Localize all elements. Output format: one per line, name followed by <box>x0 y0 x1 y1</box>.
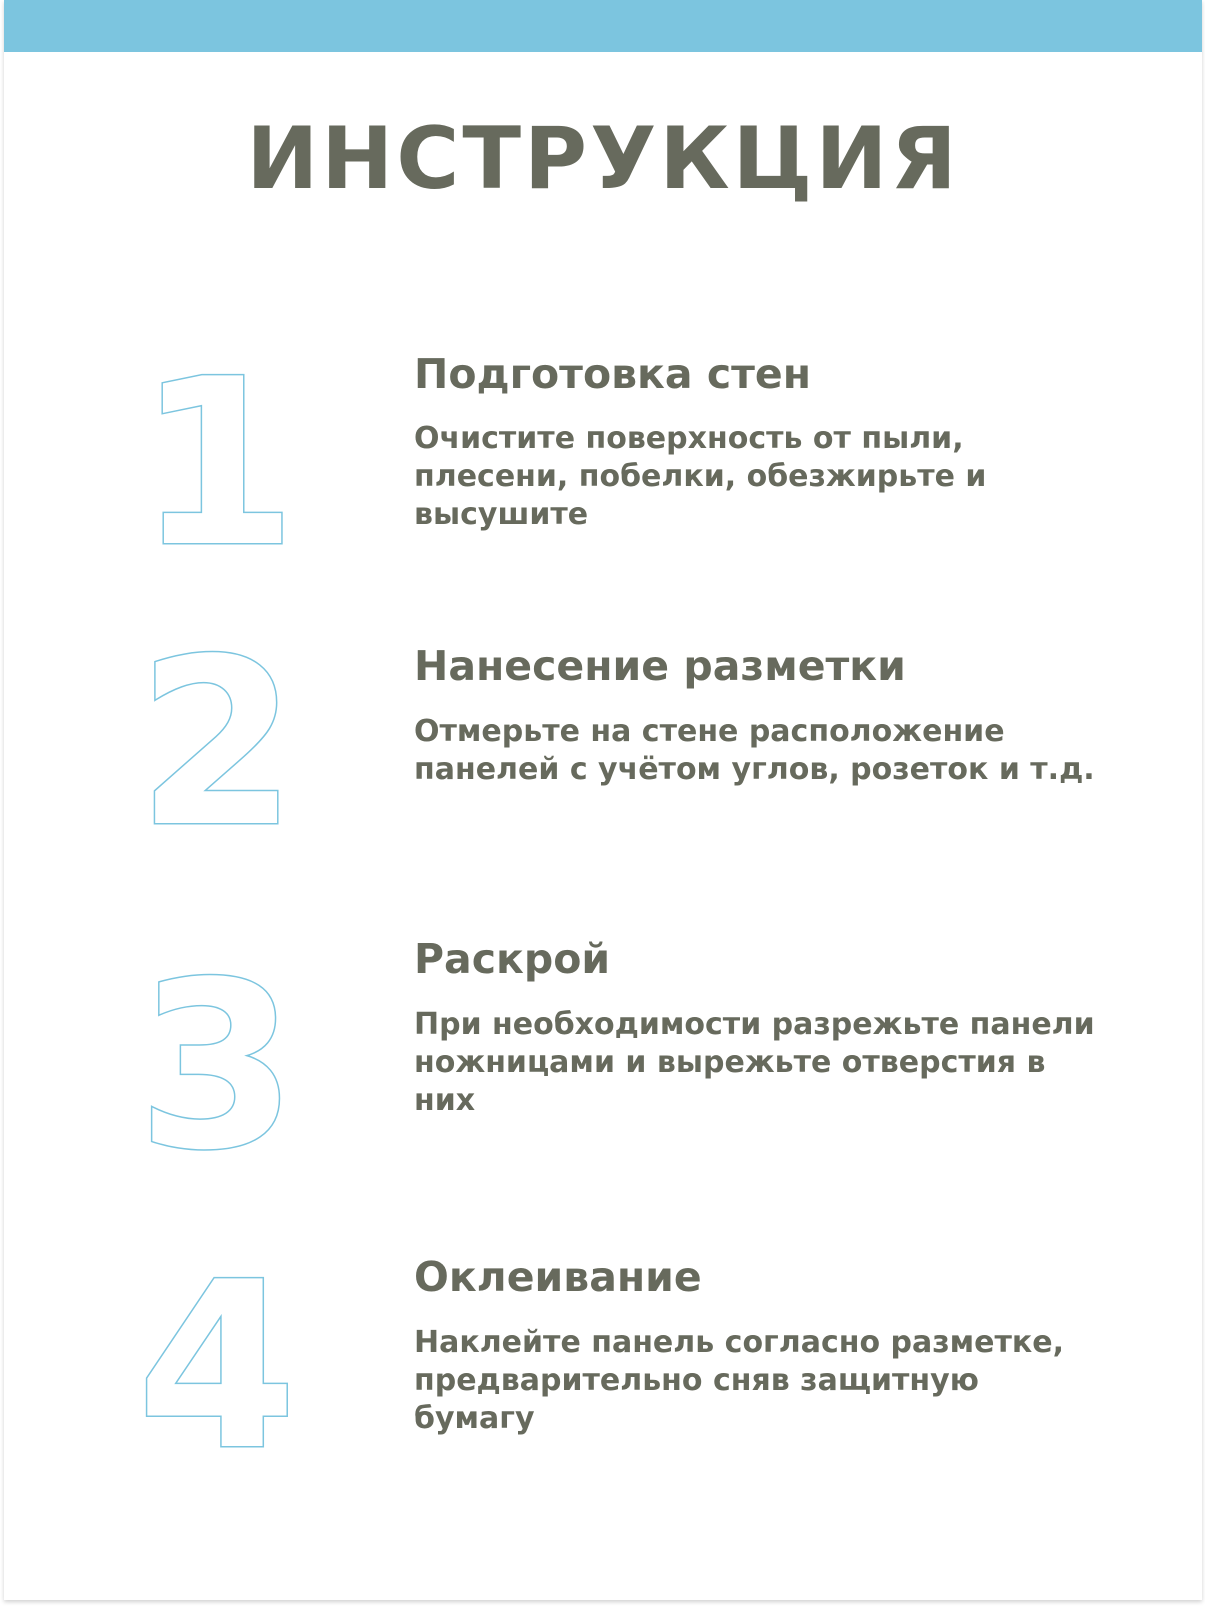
step-number: 1 <box>137 331 298 598</box>
step-description: При необходимости разрежьте панели ножницами и вырежьте отверстия в них <box>414 1007 1095 1118</box>
page-title: ИНСТРУКЦИЯ <box>246 109 960 209</box>
step-title: Нанесение разметки <box>414 642 906 690</box>
step-description: Отмерьте на стене расположение панелей с учётом углов, розеток и т.д. <box>414 714 1095 787</box>
step-title: Оклеивание <box>414 1253 702 1301</box>
instruction-sheet <box>4 0 1202 1600</box>
step-number: 2 <box>137 611 298 878</box>
step-description: Наклейте панель согласно разметке, предварительно сняв защитную бумагу <box>414 1325 1065 1436</box>
step-description: Очистите поверхность от пыли, плесени, побелки, обезжирьте и высушите <box>414 421 987 532</box>
top-accent-bar <box>4 0 1202 52</box>
step-title: Раскрой <box>414 935 611 983</box>
step-number: 3 <box>137 934 298 1201</box>
step-title: Подготовка стен <box>414 350 812 398</box>
step-number: 4 <box>137 1234 298 1501</box>
